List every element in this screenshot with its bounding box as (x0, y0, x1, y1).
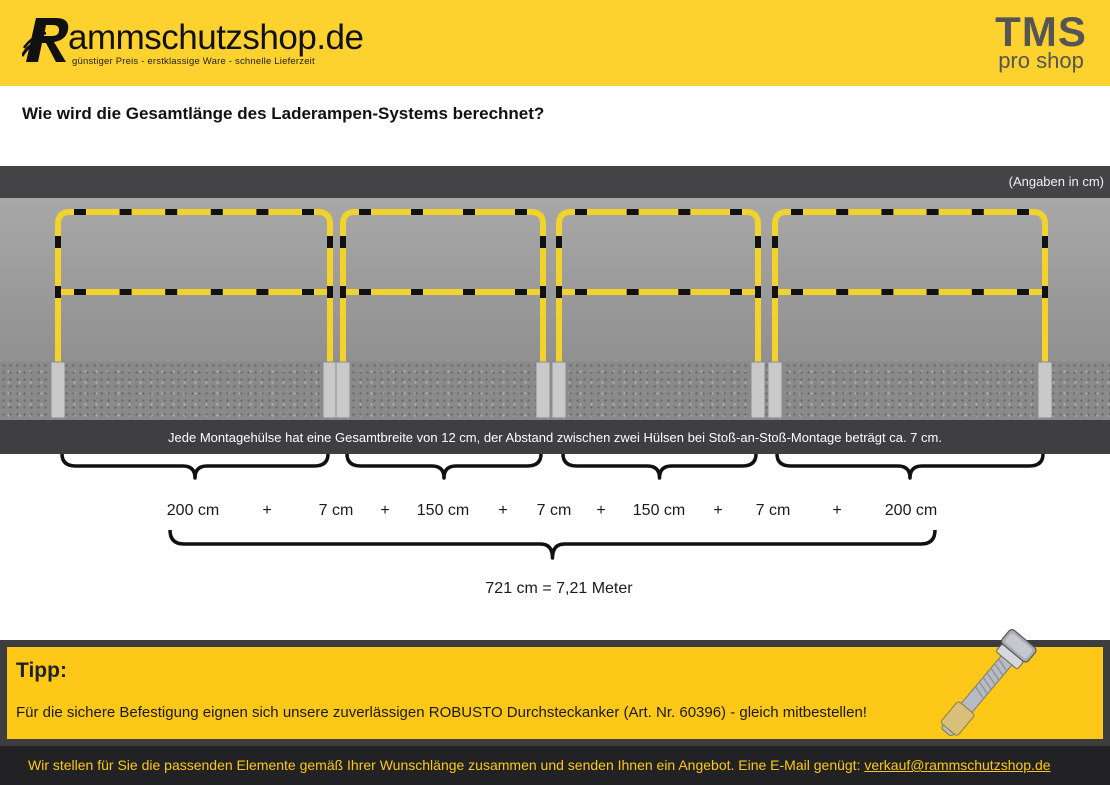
logo-r-mark-icon (22, 12, 72, 66)
calc-value: 7 cm (755, 502, 791, 519)
mounting-sleeve (51, 362, 65, 418)
logo-name: ammschutzshop.de (68, 18, 364, 57)
post-stripe (556, 286, 562, 298)
rail-stripe (515, 209, 527, 215)
segment-brace (62, 454, 328, 478)
rail-stripe (211, 289, 223, 295)
post-stripe (755, 286, 761, 298)
railing-scene (0, 166, 1110, 454)
railing-segments (0, 166, 1110, 454)
calc-value: 150 cm (416, 502, 470, 519)
rail-stripe (359, 209, 371, 215)
rail-stripe (411, 209, 423, 215)
rail-stripe (1017, 289, 1029, 295)
post-stripe (55, 286, 61, 298)
post-stripe (755, 236, 761, 248)
rail-stripe (881, 209, 893, 215)
rail-stripe (575, 209, 587, 215)
tms-logo-big: TMS (995, 8, 1087, 55)
rail-stripe (627, 289, 639, 295)
rail-frame (343, 212, 543, 408)
rail-stripe (972, 209, 984, 215)
post-stripe (327, 236, 333, 248)
calc-value: 200 cm (884, 502, 938, 519)
rail-stripe (881, 289, 893, 295)
mounting-sleeve (768, 362, 782, 418)
post-stripe (772, 236, 778, 248)
post-stripe (340, 236, 346, 248)
plus-sign: + (596, 502, 606, 519)
rail-stripe (256, 289, 268, 295)
rail-stripe (730, 289, 742, 295)
rail-stripe (927, 289, 939, 295)
plus-sign: + (832, 502, 842, 519)
rail-stripe (791, 209, 803, 215)
rail-stripe (120, 289, 132, 295)
post-stripe (327, 286, 333, 298)
calc-value: 150 cm (632, 502, 686, 519)
rail-stripe (515, 289, 527, 295)
rail-stripe (463, 289, 475, 295)
mounting-sleeve (1038, 362, 1052, 418)
rail-stripe (302, 209, 314, 215)
rail-stripe (972, 289, 984, 295)
post-stripe (340, 286, 346, 298)
post-stripe (540, 286, 546, 298)
rail-stripe (836, 209, 848, 215)
rail-stripe (74, 209, 86, 215)
rail-stripe (74, 289, 86, 295)
rail-stripe (165, 209, 177, 215)
plus-sign: + (498, 502, 508, 519)
footer (0, 746, 1110, 785)
total-length: 721 cm = 7,21 Meter (485, 580, 633, 597)
plus-sign: + (262, 502, 272, 519)
mounting-sleeve (323, 362, 337, 418)
post-stripe (772, 286, 778, 298)
rail-stripe (927, 209, 939, 215)
mounting-sleeve (751, 362, 765, 418)
total-brace (170, 530, 935, 558)
header (0, 0, 1110, 86)
post-stripe (55, 236, 61, 248)
mounting-sleeve (552, 362, 566, 418)
post-stripe (1042, 236, 1048, 248)
sleeve-caption: Jede Montagehülse hat eine Gesamtbreite von 12 cm, der Abstand zwischen zwei Hülsen bei Stoß-an-Stoß-Montage beträgt ca. 7 cm. (168, 430, 942, 445)
rail-stripe (678, 289, 690, 295)
calc-value: 200 cm (166, 502, 220, 519)
email-link[interactable]: verkauf@rammschutzshop.de (864, 757, 1051, 773)
rail-stripe (463, 209, 475, 215)
rail-stripe (165, 289, 177, 295)
rail-stripe (411, 289, 423, 295)
segment-brace (563, 454, 756, 478)
footer-text (28, 757, 1051, 773)
rail-stripe (211, 209, 223, 215)
page-title: Wie wird die Gesamtlänge des Laderampen-Systems berechnet? (22, 104, 545, 123)
plus-sign: + (713, 502, 723, 519)
rail-stripe (678, 209, 690, 215)
calc-value: 7 cm (536, 502, 572, 519)
rail-frame (775, 212, 1045, 408)
rammschutzshop-logo[interactable] (22, 12, 364, 72)
rail-stripe (256, 209, 268, 215)
tip-text: Für die sichere Befestigung eignen sich unsere zuverlässigen ROBUSTO Durchsteckanker (Art. Nr. 60396) - gleich mitbestellen! (16, 704, 867, 721)
rail-stripe (575, 289, 587, 295)
segment-brace (347, 454, 541, 478)
rail-stripe (627, 209, 639, 215)
plus-sign: + (380, 502, 390, 519)
rail-stripe (730, 209, 742, 215)
rail-stripe (836, 289, 848, 295)
rail-stripe (359, 289, 371, 295)
tip-title: Tipp: (16, 659, 67, 682)
rail-frame (58, 212, 330, 408)
post-stripe (556, 236, 562, 248)
logo-tagline: günstiger Preis - erstklassige Ware - schnelle Lieferzeit (72, 56, 315, 67)
mounting-sleeve (336, 362, 350, 418)
post-stripe (540, 236, 546, 248)
unit-note: (Angaben in cm) (1008, 174, 1104, 189)
footer-message: Wir stellen für Sie die passenden Elemente gemäß Ihrer Wunschlänge zusammen und senden Ihnen ein Angebot. Eine E-Mail genügt: (28, 757, 861, 773)
anchor-bolt-icon (918, 614, 1058, 754)
rail-frame (559, 212, 758, 408)
post-stripe (1042, 286, 1048, 298)
rail-stripe (791, 289, 803, 295)
mounting-sleeve (536, 362, 550, 418)
tms-logo-small: pro shop (998, 48, 1084, 73)
rail-stripe (120, 209, 132, 215)
calc-value: 7 cm (318, 502, 354, 519)
tms-pro-shop-logo[interactable] (986, 8, 1096, 74)
segment-brace (777, 454, 1043, 478)
rail-stripe (1017, 209, 1029, 215)
rail-stripe (302, 289, 314, 295)
